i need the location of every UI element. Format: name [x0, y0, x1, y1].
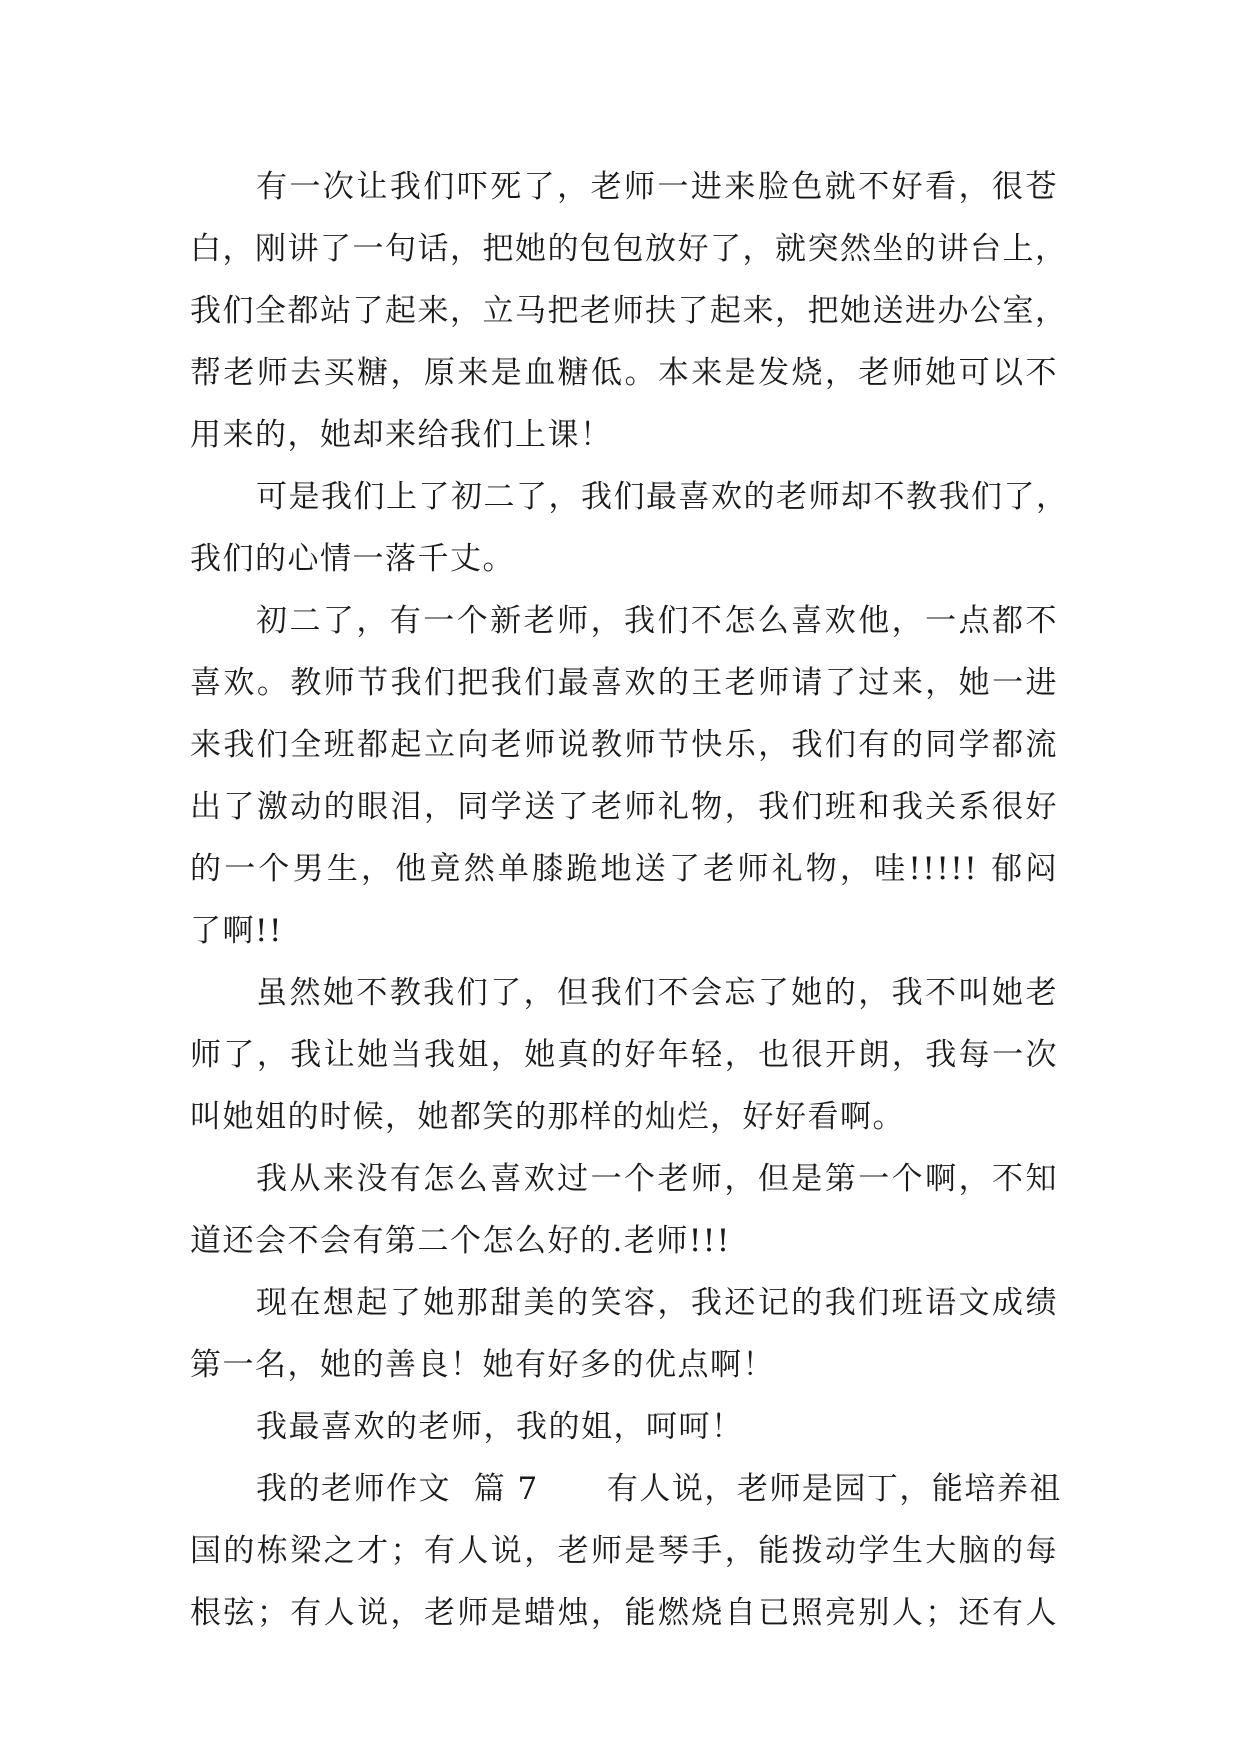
text-line: 有一次让我们吓死了，老师一进来脸色就不好看，很苍	[256, 169, 1058, 205]
text-line: 用来的，她却来给我们上课！	[190, 417, 613, 453]
text-line: 我最喜欢的老师，我的姐，呵呵！	[256, 1409, 744, 1445]
text-line: 喜欢。教师节我们把我们最喜欢的王老师请了过来，她一进	[190, 665, 1058, 701]
text-line: 帮老师去买糖，原来是血糖低。本来是发烧，老师她可以不	[190, 355, 1058, 391]
paragraph	[190, 1272, 1058, 1396]
text-line: 的一个男生，他竟然单膝跪地送了老师礼物，哇!!!!! 郁闷	[190, 851, 1058, 887]
text-line: 叫她姐的时候，她都笑的那样的灿烂，好好看啊。	[190, 1099, 905, 1135]
text-line: 了啊!!	[190, 913, 283, 949]
paragraph	[190, 1458, 1062, 1644]
text-line: 白，刚讲了一句话，把她的包包放好了，就突然坐的讲台上，	[190, 231, 1068, 267]
paragraph	[190, 1148, 1058, 1272]
text-line: 师了，我让她当我姐，她真的好年轻，也很开朗，我每一次	[190, 1037, 1058, 1073]
text-line: 道还会不会有第二个怎么好的.老师!!!	[190, 1223, 731, 1259]
text-line: 国的栋梁之才；有人说，老师是琴手，能拨动学生大脑的每	[190, 1533, 1058, 1569]
text-line: 我们的心情一落千丈。	[190, 541, 515, 577]
text-line: 来我们全班都起立向老师说教师节快乐，我们有的同学都流	[190, 727, 1058, 763]
text-line: 可是我们上了初二了，我们最喜欢的老师却不教我们了，	[256, 479, 1069, 515]
text-line: 我们全都站了起来，立马把老师扶了起来，把她送进办公室，	[190, 293, 1068, 329]
paragraph	[190, 962, 1058, 1148]
section-heading-line: 我的老师作文 篇 7 有人说，老师是园丁，能培养祖	[256, 1471, 1062, 1507]
text-line: 虽然她不教我们了，但我们不会忘了她的，我不叫她老	[256, 975, 1058, 1011]
paragraph	[190, 156, 1068, 466]
text-line: 根弦；有人说，老师是蜡烛，能燃烧自已照亮别人；还有人	[190, 1595, 1058, 1631]
paragraph	[190, 1396, 1058, 1458]
text-line: 现在想起了她那甜美的笑容，我还记的我们班语文成绩	[256, 1285, 1058, 1321]
paragraph	[190, 466, 1069, 590]
text-line: 第一名，她的善良！她有好多的优点啊！	[190, 1347, 775, 1383]
text-line: 初二了，有一个新老师，我们不怎么喜欢他，一点都不	[256, 603, 1058, 639]
text-line: 出了激动的眼泪，同学送了老师礼物，我们班和我关系很好	[190, 789, 1058, 825]
text-line: 我从来没有怎么喜欢过一个老师，但是第一个啊，不知	[256, 1161, 1058, 1197]
paragraph	[190, 590, 1058, 962]
essay-body	[190, 156, 1069, 1644]
